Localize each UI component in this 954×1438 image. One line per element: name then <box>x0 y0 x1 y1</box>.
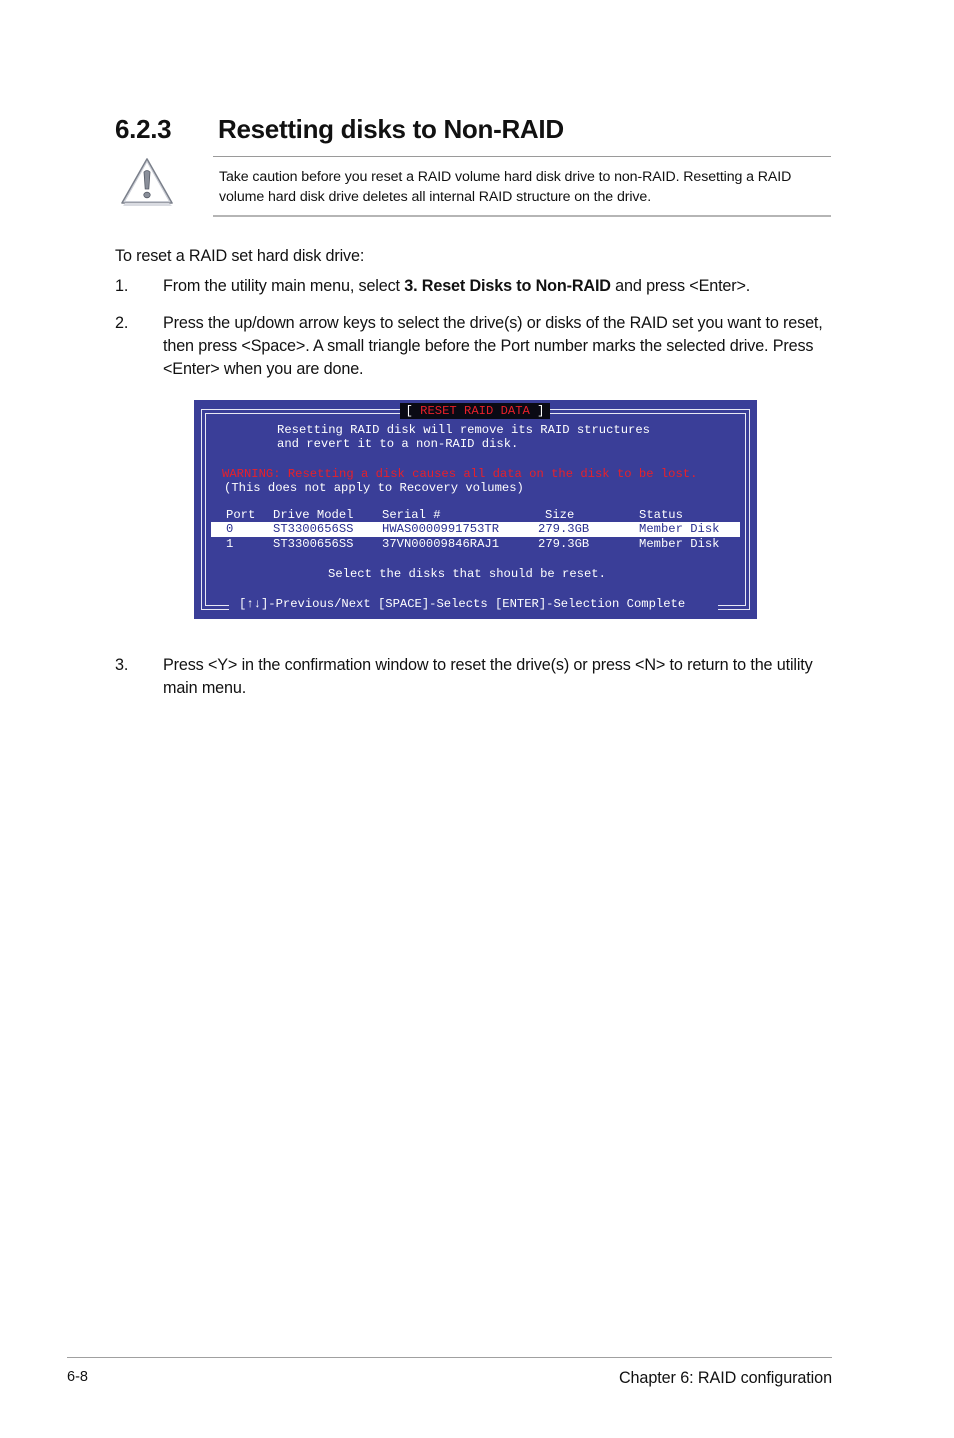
drive-row-port: 0 <box>226 522 234 536</box>
bios-message-line-1: Resetting RAID disk will remove its RAID structures <box>277 423 650 437</box>
step-1-text-after: and press <Enter>. <box>610 277 751 295</box>
bios-warning: WARNING: Resetting a disk causes all data on the disk to be lost. <box>222 467 698 481</box>
drive-row-status: Member Disk <box>639 522 720 536</box>
col-size: Size <box>545 508 575 522</box>
col-status: Status <box>639 508 683 522</box>
drive-row-model: ST3300656SS <box>273 522 354 536</box>
warning-triangle-icon <box>119 156 175 208</box>
step-3-text: Press <Y> in the confirmation window to reset the drive(s) or press <N> to return to the utility main menu. <box>163 656 813 697</box>
step-1-text-before: From the utility main menu, select <box>163 277 405 295</box>
page-number: 6-8 <box>67 1369 88 1385</box>
drive-row-size: 279.3GB <box>538 522 590 536</box>
step-1-text <box>163 275 833 298</box>
intro-text: To reset a RAID set hard disk drive: <box>115 247 365 265</box>
step-1-menu-option: 3. Reset Disks to Non-RAID <box>404 277 611 295</box>
drive-row-size: 279.3GB <box>538 537 590 551</box>
footer-rule <box>67 1357 832 1358</box>
section-title: Resetting disks to Non-RAID <box>218 114 564 144</box>
drive-row-serial: HWAS0000991753TR <box>382 522 500 536</box>
bios-help-text: [↑↓]-Previous/Next [SPACE]-Selects [ENTER]-Selection Complete <box>239 597 686 611</box>
bios-note: (This does not apply to Recovery volumes) <box>224 481 524 495</box>
col-drive-model: Drive Model <box>273 508 354 522</box>
drive-row-port: 1 <box>226 537 234 551</box>
bios-prompt: Select the disks that should be reset. <box>328 567 606 581</box>
step-2-number: 2. <box>115 314 129 332</box>
reset-raid-data-screen <box>194 400 757 619</box>
step-3-number: 3. <box>115 656 129 674</box>
bios-dialog-title: [ RESET RAID DATA ] <box>400 403 550 419</box>
drive-row-selected[interactable] <box>211 522 740 537</box>
drive-row-model: ST3300656SS <box>273 537 354 551</box>
drive-row-serial: 37VN00009846RAJ1 <box>382 537 500 551</box>
col-serial: Serial # <box>382 508 441 522</box>
bios-message-line-2: and revert it to a non-RAID disk. <box>277 437 519 451</box>
step-1-number: 1. <box>115 277 129 295</box>
caution-bottom-rule <box>213 215 831 217</box>
col-port: Port <box>226 508 256 522</box>
drive-row-status: Member Disk <box>639 537 720 551</box>
chapter-title: Chapter 6: RAID configuration <box>618 1369 832 1387</box>
caution-text: Take caution before you reset a RAID volume hard disk drive to non-RAID. Resetting a RAID volume hard disk drive deletes all internal RAID structure on the drive. <box>219 169 792 205</box>
caution-top-rule <box>213 156 831 157</box>
section-number: 6.2.3 <box>115 114 172 144</box>
step-2-text: Press the up/down arrow keys to select the drive(s) or disks of the RAID set you want to reset, then press <Space>. A small triangle before the Port number marks the selected drive. Press <Enter> when you are done. <box>163 314 823 378</box>
